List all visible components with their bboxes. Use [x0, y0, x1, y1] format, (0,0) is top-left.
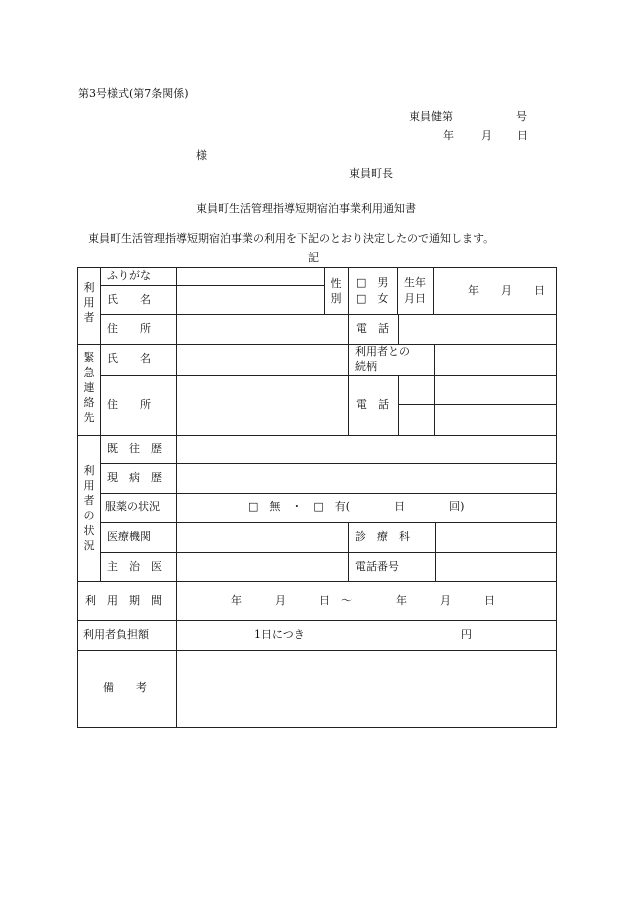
department-label: 診 療 科 — [355, 530, 410, 543]
section-status: 利用者の状況 — [83, 464, 95, 552]
section-emergency: 緊急連絡先 — [83, 351, 95, 424]
furigana-label: ふりがな — [107, 269, 151, 282]
burden-prefix: 1日につき — [254, 628, 305, 641]
remarks-label: 備 考 — [103, 681, 147, 694]
emergency-phone-label: 電 話 — [356, 398, 389, 411]
ki-label: 記 — [308, 251, 319, 264]
user-name-label: 氏 名 — [107, 293, 151, 306]
date-day: 日 — [517, 129, 528, 142]
phone-number-label: 電話番号 — [355, 560, 399, 573]
document-title: 東員町生活管理指導短期宿泊事業利用通知書 — [196, 202, 416, 215]
relation-label-1: 利用者との — [355, 345, 410, 358]
section-user: 利用者 — [83, 281, 95, 324]
birth-label-1: 生年 — [404, 276, 426, 289]
institution-label: 医療機関 — [107, 530, 151, 543]
history-label: 既 往 歴 — [107, 442, 162, 455]
addressee-suffix: 様 — [196, 149, 207, 162]
form-number: 第3号様式(第7条関係) — [78, 87, 189, 100]
intro-text: 東員町生活管理指導短期宿泊事業の利用を下記のとおり決定したので通知します。 — [88, 232, 495, 245]
medication-label: 服薬の状況 — [105, 500, 160, 513]
burden-suffix: 円 — [461, 628, 472, 641]
birth-date: 年 月 日 — [468, 284, 545, 297]
burden-label: 利用者負担額 — [83, 628, 149, 641]
emergency-address-label: 住 所 — [107, 398, 151, 411]
user-phone-label: 電 話 — [356, 322, 389, 335]
doc-number-prefix: 東員健第 — [409, 110, 453, 123]
user-address-label: 住 所 — [107, 322, 151, 335]
relation-label-2: 続柄 — [355, 360, 377, 373]
medication-value: □ 無 ・ □ 有( 日 回) — [248, 500, 465, 513]
date-year: 年 — [443, 129, 454, 142]
issuer: 東員町長 — [349, 167, 393, 180]
period-label: 利 用 期 間 — [85, 594, 162, 607]
date-month: 月 — [481, 129, 492, 142]
current-illness-label: 現 病 歴 — [107, 471, 162, 484]
sex-label: 性別 — [330, 277, 342, 305]
sex-female-checkbox[interactable]: □ 女 — [356, 292, 389, 305]
doctor-label: 主 治 医 — [107, 560, 162, 573]
period-value: 年 月 日 ～ 年 月 日 — [231, 594, 495, 607]
sex-male-checkbox[interactable]: □ 男 — [356, 276, 389, 289]
birth-label-2: 月日 — [404, 292, 426, 305]
emergency-name-label: 氏 名 — [107, 352, 151, 365]
doc-number-suffix: 号 — [516, 110, 527, 123]
